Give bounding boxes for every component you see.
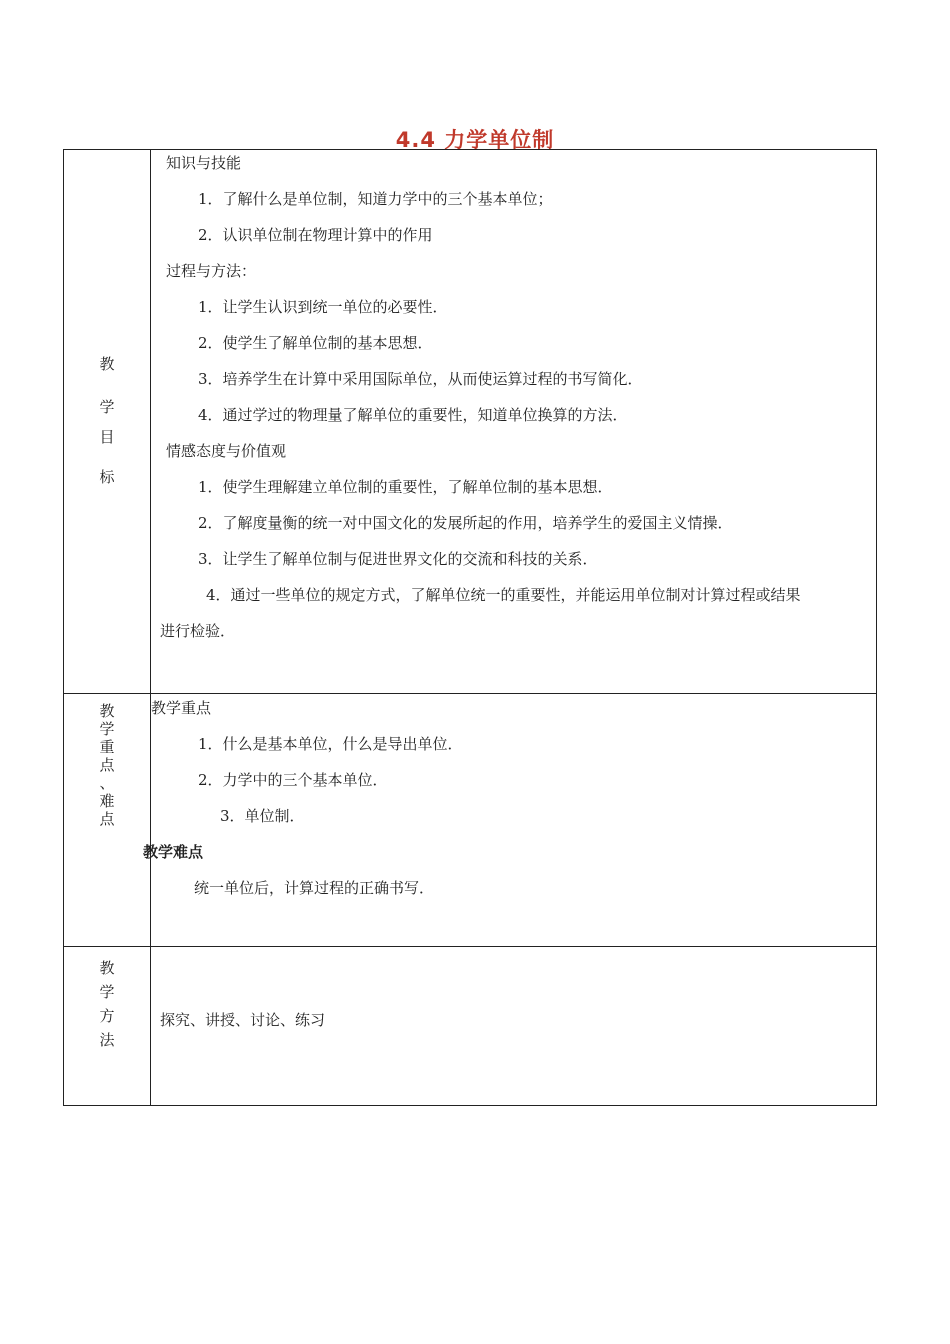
key-points-heading: 教学重点 [151,699,212,717]
key-points-content-cell [143,694,877,947]
key-points-label-char: 重 [99,738,115,756]
objective-item: 2．了解度量衡的统一对中国文化的发展所起的作用，培养学生的爱国主义情操． [198,514,733,532]
key-points-label-char: 学 [99,720,115,738]
objective-item: 3．培养学生在计算中采用国际单位，从而使运算过程的书写简化． [198,370,643,388]
objectives-label-char: 目 [99,428,115,446]
objective-item: 4．通过学过的物理量了解单位的重要性，知道单位换算的方法． [198,406,628,424]
page-title: 4.4 力学单位制 [395,128,555,152]
group-heading-attitude: 情感态度与价值观 [166,442,287,460]
key-points-label-cell [64,694,151,947]
methods-label-char: 学 [99,983,115,1001]
objectives-label-char: 标 [99,468,115,486]
methods-label-char: 方 [99,1007,115,1025]
objective-item: 1．让学生认识到统一单位的必要性． [198,298,448,316]
objectives-row [64,150,877,694]
key-points-label-char: 难 [99,792,115,810]
key-point-item: 2．力学中的三个基本单位． [198,771,388,789]
lesson-plan-table [63,149,877,1106]
objectives-label-char: 教 [99,355,115,373]
key-points-label-char: 教 [99,702,115,720]
objectives-label-cell [64,150,151,694]
methods-label-char: 教 [99,959,115,977]
key-point-item: 1．什么是基本单位，什么是导出单位． [198,735,463,753]
objective-item: 1．了解什么是单位制，知道力学中的三个基本单位； [198,190,553,208]
methods-text: 探究、讲授、讨论、练习 [160,1011,326,1029]
objective-continuation: 进行检验． [160,622,236,640]
methods-label-cell [64,947,151,1106]
key-points-label-char: 、 [99,774,115,792]
objective-item: 2．认识单位制在物理计算中的作用 [198,226,433,244]
objective-item: 4．通过一些单位的规定方式，了解单位统一的重要性，并能运用单位制对计算过程或结果 [206,586,801,604]
objectives-label-char: 学 [99,398,115,416]
objectives-content-cell [151,150,877,694]
methods-label-char: 法 [99,1031,115,1049]
key-points-label-char: 点 [99,810,115,828]
methods-row [64,947,877,1106]
difficulty-heading: 教学难点 [143,843,204,861]
key-point-item: 3．单位制． [220,807,305,825]
group-heading-process: 过程与方法： [166,262,257,280]
key-points-row [64,694,877,947]
objective-item: 3．让学生了解单位制与促进世界文化的交流和科技的关系． [198,550,598,568]
objective-item: 1．使学生理解建立单位制的重要性，了解单位制的基本思想． [198,478,613,496]
objective-item: 2．使学生了解单位制的基本思想． [198,334,433,352]
group-heading-knowledge: 知识与技能 [166,154,242,172]
difficulty-item: 统一单位后，计算过程的正确书写． [194,879,435,897]
key-points-label-char: 点 [99,756,115,774]
methods-content-cell [151,947,877,1106]
